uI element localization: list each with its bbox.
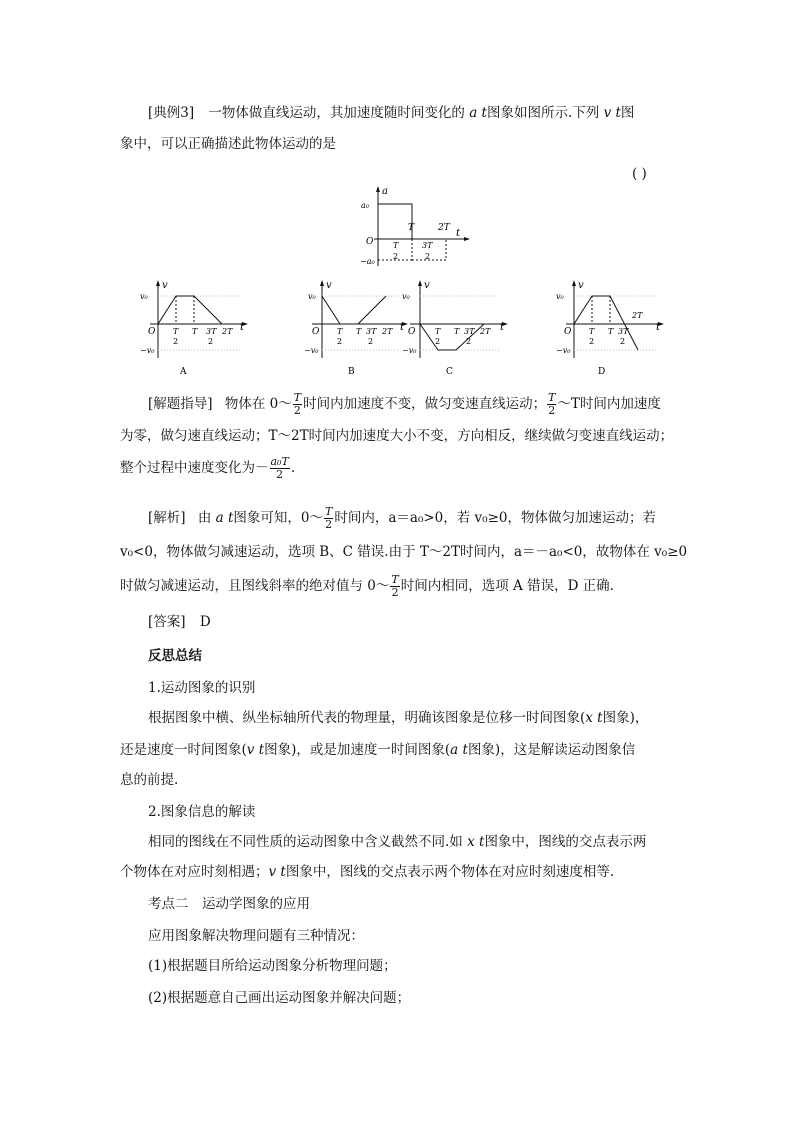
analysis-text-5: 时间内相同，选项 A 错误，D 正确. xyxy=(400,578,614,594)
option-d-label: D xyxy=(598,367,606,377)
tick-3T-den: 2 xyxy=(620,337,626,346)
guide-text-2: 时间内加速度不变，做匀变速直线运动； xyxy=(303,396,547,412)
option-c-graph xyxy=(400,278,510,378)
frac-den: 2 xyxy=(548,404,556,417)
analysis-tag: [解析] xyxy=(148,510,186,526)
neg-a0-label: −a₀ xyxy=(360,257,375,266)
v-axis-label: v xyxy=(326,280,332,291)
tick-T: T xyxy=(608,327,614,336)
guide-period: . xyxy=(290,460,296,476)
summary-p8: (2)根据题意自己画出运动图象并解决问题； xyxy=(148,990,411,1006)
tick-3T: 3T xyxy=(618,327,629,336)
tick-half-T-den: 2 xyxy=(173,337,179,346)
analysis-text: 由 xyxy=(197,510,212,526)
vt-symbol: v t xyxy=(246,742,265,758)
t-axis-label: t xyxy=(500,322,505,333)
summary-text-8: 个物体在对应时刻相遇； xyxy=(120,864,269,880)
summary-p4 xyxy=(148,832,646,852)
origin-label: O xyxy=(408,327,416,337)
summary-text-4: 图象)，或是加速度一时间图象( xyxy=(264,742,451,758)
v0-label: v₀ xyxy=(308,292,316,301)
at-symbol: a t xyxy=(450,742,468,758)
frac-den: 2 xyxy=(293,404,301,417)
guide-text-3: ～T时间内加速度 xyxy=(557,396,661,412)
summary-p5 xyxy=(120,862,614,882)
option-a-graph xyxy=(140,278,250,378)
tick-half-T: T xyxy=(589,327,595,336)
xt-symbol: x t xyxy=(467,834,485,850)
summary-text-9: 图象中，图线的交点表示两个物体在对应时刻速度相等. xyxy=(285,864,615,880)
tick-T: T xyxy=(356,327,362,336)
summary-heading: 反思总结 xyxy=(148,648,202,664)
section-1-title: 1.运动图象的识别 xyxy=(148,680,256,696)
neg-v0-label: −v₀ xyxy=(556,346,571,355)
summary-p1 xyxy=(148,708,648,728)
tick-3T-den: 2 xyxy=(208,337,214,346)
a-axis-label: a xyxy=(382,186,388,197)
question-text-3: 图 xyxy=(620,105,635,121)
analysis-line-1 xyxy=(148,506,656,531)
v-axis-label: v xyxy=(578,280,584,291)
guide-line-3 xyxy=(120,456,295,481)
tick-3T-den: 2 xyxy=(466,337,472,346)
analysis-text-4: 时做匀减速运动，且图线斜率的绝对值与 0～ xyxy=(120,578,390,594)
origin-label: O xyxy=(366,237,374,247)
frac-num: T xyxy=(548,391,556,404)
frac-num: a₀T xyxy=(270,455,289,468)
neg-v0-label: −v₀ xyxy=(304,346,319,355)
guide-line-1 xyxy=(148,392,661,417)
frac-den: 2 xyxy=(276,468,284,481)
tick-half-T: T xyxy=(393,241,399,250)
option-d-graph xyxy=(556,278,666,378)
summary-text-7: 图象中，图线的交点表示两 xyxy=(484,834,647,850)
v0-label: v₀ xyxy=(556,292,564,301)
tick-2T: 2T xyxy=(222,327,233,336)
tick-half-T: T xyxy=(337,327,343,336)
v0-label: v₀ xyxy=(402,292,410,301)
tick-3T: 3T xyxy=(366,327,377,336)
origin-label: O xyxy=(312,327,320,337)
acceleration-time-graph xyxy=(360,184,470,270)
tick-3T-den: 2 xyxy=(425,252,431,261)
tick-half-T-den: 2 xyxy=(589,337,595,346)
tick-half-T-den: 2 xyxy=(337,337,343,346)
frac-num: T xyxy=(325,505,333,518)
tick-half-T-den: 2 xyxy=(393,252,399,261)
frac-den: 2 xyxy=(391,586,399,599)
v-axis-label: v xyxy=(162,280,168,291)
example-tag: [典例3] xyxy=(148,105,195,121)
tick-half-T: T xyxy=(435,327,441,336)
answer-tag: [答案] xyxy=(148,614,186,630)
tick-half-T: T xyxy=(173,327,179,336)
option-b-label: B xyxy=(348,367,355,377)
origin-label: O xyxy=(148,327,156,337)
section-2-title: 2.图象信息的解读 xyxy=(148,804,256,820)
fraction-T-over-2 xyxy=(324,506,333,531)
summary-text-3: 还是速度一时间图象( xyxy=(120,742,247,758)
tick-3T-den: 2 xyxy=(368,337,374,346)
t-axis-label: t xyxy=(456,228,461,239)
summary-text-2: 图象)， xyxy=(602,710,649,726)
question-text: 一物体做直线运动，其加速度随时间变化的 xyxy=(208,105,465,121)
fraction-T-over-2 xyxy=(390,574,399,599)
tick-3T: 3T xyxy=(464,327,475,336)
example-line-2: 象中，可以正确描述此物体运动的是 xyxy=(120,136,336,152)
guide-tag: [解题指导] xyxy=(148,396,213,412)
summary-p6: 应用图象解决物理问题有三种情况： xyxy=(148,928,364,944)
example-line-1 xyxy=(148,103,634,123)
analysis-line-3 xyxy=(120,574,614,599)
at-symbol: a t xyxy=(469,105,487,121)
option-b-graph xyxy=(300,278,410,378)
at-symbol: a t xyxy=(215,510,234,526)
guide-text: 物体在 0～ xyxy=(224,396,292,412)
neg-v0-label: −v₀ xyxy=(402,346,417,355)
answer-paren: ( ) xyxy=(632,166,647,182)
option-c-label: C xyxy=(446,367,453,377)
summary-p2 xyxy=(120,740,635,760)
tick-T: T xyxy=(192,327,198,336)
t-axis-label: t xyxy=(240,322,245,333)
summary-text-5: 图象)，这是解读运动图象信 xyxy=(467,742,636,758)
t-axis-label: t xyxy=(656,322,661,333)
neg-v0-label: −v₀ xyxy=(140,346,155,355)
vt-symbol: v t xyxy=(603,105,621,121)
v-axis-label: v xyxy=(424,280,430,291)
vt-symbol: v t xyxy=(268,864,286,880)
fraction-a0T-over-2 xyxy=(270,456,290,481)
summary-p3: 息的前提. xyxy=(120,772,179,788)
analysis-line-2: v₀<0，物体做匀减速运动，选项 B、C 错误.由于 T～2T时间内，a＝－a₀<0，故物体在 v₀≥0 xyxy=(120,544,688,560)
summary-text: 根据图象中横、纵坐标轴所代表的物理量，明确该图象是位移一时间图象( xyxy=(148,710,586,726)
frac-num: T xyxy=(293,391,302,404)
tick-T: T xyxy=(454,327,460,336)
tick-2T: 2T xyxy=(382,327,393,336)
frac-den: 2 xyxy=(325,518,333,531)
answer-value: D xyxy=(199,614,211,630)
xt-symbol: x t xyxy=(585,710,603,726)
tick-2T: 2T xyxy=(438,223,450,233)
tick-2T: 2T xyxy=(480,327,491,336)
tick-T: T xyxy=(408,223,415,233)
tick-2T: 2T xyxy=(632,311,643,320)
guide-text-4: 整个过程中速度变化为－ xyxy=(120,460,269,476)
fraction-T-over-2 xyxy=(547,392,556,417)
guide-line-2: 为零，做匀速直线运动；T～2T时间内加速度大小不变，方向相反，继续做匀变速直线运动； xyxy=(120,428,674,444)
analysis-text-3: 时间内，a＝a₀>0，若 v₀≥0，物体做匀加速运动；若 xyxy=(334,510,656,526)
a0-label: a₀ xyxy=(361,201,369,210)
v0-label: v₀ xyxy=(140,292,148,301)
question-text-2: 图象如图所示.下列 xyxy=(486,105,600,121)
t-axis-label: t xyxy=(400,322,405,333)
tick-3T: 3T xyxy=(206,327,217,336)
option-a-label: A xyxy=(180,367,187,377)
fraction-T-over-2 xyxy=(293,392,302,417)
answer-line xyxy=(148,612,211,632)
topic-2-title: 考点二 运动学图象的应用 xyxy=(148,896,310,912)
tick-half-T-den: 2 xyxy=(435,337,441,346)
analysis-text-2: 图象可知，0～ xyxy=(233,510,323,526)
frac-num: T xyxy=(391,573,399,586)
tick-3T: 3T xyxy=(422,241,433,250)
summary-text-6: 相同的图线在不同性质的运动图象中含义截然不同.如 xyxy=(148,834,463,850)
origin-label: O xyxy=(564,327,572,337)
summary-p7: (1)根据题目所给运动图象分析物理问题； xyxy=(148,958,397,974)
